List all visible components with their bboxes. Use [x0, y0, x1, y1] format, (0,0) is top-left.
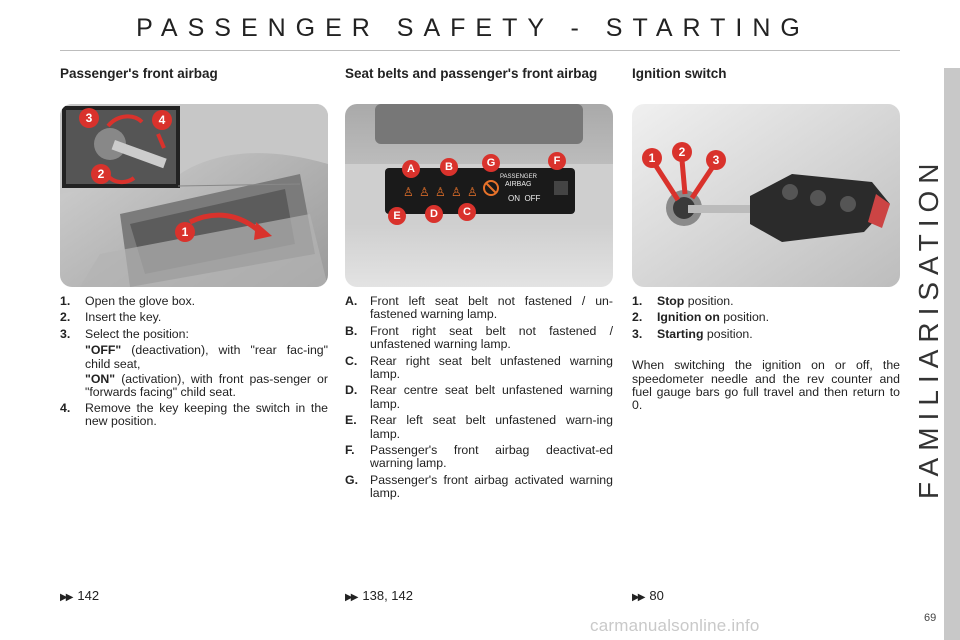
item-text: Rear left seat belt unfastened warn-ing lamp.: [370, 413, 613, 441]
item-text: position.: [719, 310, 770, 325]
side-tab: [944, 68, 960, 640]
list-item: [345, 325, 613, 352]
list-item: [632, 311, 900, 324]
item-text: Insert the key.: [85, 310, 162, 325]
position-name: Starting: [657, 326, 704, 341]
list-item: [60, 311, 328, 324]
page-reference[interactable]: [632, 588, 664, 603]
page-number: 69: [924, 612, 937, 624]
item-text: Remove the key keeping the switch in the new position.: [85, 400, 328, 429]
warning-lamp-list: [345, 295, 613, 504]
item-text: Rear right seat belt unfastened warning lamp.: [370, 353, 613, 382]
item-text: Select the position:: [85, 326, 189, 341]
ignition-positions: [632, 295, 900, 413]
callout-2: 2: [91, 164, 111, 184]
list-item: [345, 384, 613, 411]
ignition-key-illustration: [632, 104, 900, 287]
panel-label-passenger: PASSENGER: [500, 174, 537, 180]
off-label: "OFF": [85, 343, 122, 358]
sub-item-on: [60, 373, 328, 400]
callout-4: 4: [152, 110, 172, 130]
watermark: carmanualsonline.info: [590, 616, 760, 635]
warning-panel-illustration: [345, 104, 613, 287]
heading-airbag: Passenger's front airbag: [60, 66, 218, 81]
forward-arrow-icon: ▶▶: [345, 592, 357, 603]
on-label: "ON": [85, 372, 116, 387]
column-airbag: [60, 66, 330, 100]
page-reference[interactable]: [345, 588, 413, 603]
forward-arrow-icon: ▶▶: [60, 592, 72, 603]
callout-ign-1: 1: [642, 148, 662, 168]
callout-f: F: [548, 152, 566, 170]
list-item: [60, 328, 328, 341]
sub-item-off: [60, 344, 328, 371]
item-text: Passenger's front airbag deactivat-ed warning lamp.: [370, 443, 613, 471]
item-text: position.: [684, 294, 734, 308]
side-tab-label: FAMILIARISATION: [913, 156, 944, 499]
glovebox-illustration: [60, 104, 328, 287]
callout-1: 1: [175, 222, 195, 242]
callout-c: C: [458, 203, 476, 221]
callout-ign-2: 2: [672, 142, 692, 162]
item-letter: A.: [345, 294, 358, 308]
item-num: 2.: [60, 310, 71, 325]
panel-label-airbag: AIRBAG: [505, 181, 532, 188]
page-title: PASSENGER SAFETY - STARTING: [136, 14, 810, 42]
callout-a: A: [402, 160, 420, 178]
heading-ignition: Ignition switch: [632, 66, 727, 81]
list-item: [345, 414, 613, 441]
svg-text:♙: ♙: [403, 185, 414, 199]
column-seatbelts: [345, 66, 615, 100]
on-text: (activation), with front pas-senger or "forwards facing" child seat.: [85, 372, 328, 400]
item-letter: D.: [345, 383, 358, 398]
item-letter: C.: [345, 353, 358, 368]
svg-text:♙: ♙: [451, 185, 462, 199]
svg-text:♙: ♙: [419, 185, 430, 199]
item-num: 2.: [632, 310, 643, 325]
list-item: [632, 295, 900, 308]
item-letter: B.: [345, 323, 358, 338]
item-letter: E.: [345, 413, 357, 428]
svg-text:♙: ♙: [467, 185, 478, 199]
item-num: 1.: [60, 294, 71, 308]
position-name: Ignition on: [657, 310, 720, 325]
callout-d: D: [425, 205, 443, 223]
list-item: [345, 295, 613, 322]
ref-pages: 80: [649, 588, 664, 603]
item-text: position.: [703, 326, 753, 341]
callout-e: E: [388, 207, 406, 225]
item-num: 4.: [60, 400, 71, 415]
airbag-steps: [60, 295, 328, 432]
svg-text:♙: ♙: [435, 185, 446, 199]
item-text: Rear centre seat belt unfastened warning lamp.: [370, 383, 613, 411]
callout-g: G: [482, 154, 500, 172]
item-letter: F.: [345, 443, 355, 458]
callout-3: 3: [79, 108, 99, 128]
callout-b: B: [440, 158, 458, 176]
panel-on-off: ON OFF: [508, 194, 541, 203]
item-text: Front right seat belt not fastened / unfastened warning lamp.: [370, 323, 613, 352]
item-letter: G.: [345, 472, 358, 487]
ignition-note: When switching the ignition on or off, the speedometer needle and the rev counter and fuel gauge bars go full travel and then return to 0.: [632, 358, 900, 413]
forward-arrow-icon: ▶▶: [632, 592, 644, 603]
ref-pages: 138, 142: [362, 588, 413, 603]
list-item: [632, 328, 900, 341]
callout-ign-3: 3: [706, 150, 726, 170]
list-item: [345, 444, 613, 471]
heading-seatbelts: Seat belts and passenger's front airbag: [345, 66, 598, 81]
list-item: [60, 402, 328, 429]
list-item: [345, 355, 613, 382]
column-ignition: [632, 66, 902, 100]
item-text: Front left seat belt not fastened / un-fastened warning lamp.: [370, 294, 613, 322]
list-item: [345, 474, 613, 501]
title-rule: [60, 50, 900, 51]
item-num: 1.: [632, 294, 643, 308]
ref-pages: 142: [77, 588, 100, 603]
item-num: 3.: [632, 326, 643, 341]
item-num: 3.: [60, 326, 71, 341]
item-text: Passenger's front airbag activated warning lamp.: [370, 472, 613, 501]
off-text: (deactivation), with "rear fac-ing" child seat,: [85, 343, 328, 371]
item-text: Open the glove box.: [85, 294, 196, 308]
page-reference[interactable]: [60, 588, 99, 603]
position-name: Stop: [657, 294, 685, 308]
list-item: [60, 295, 328, 308]
